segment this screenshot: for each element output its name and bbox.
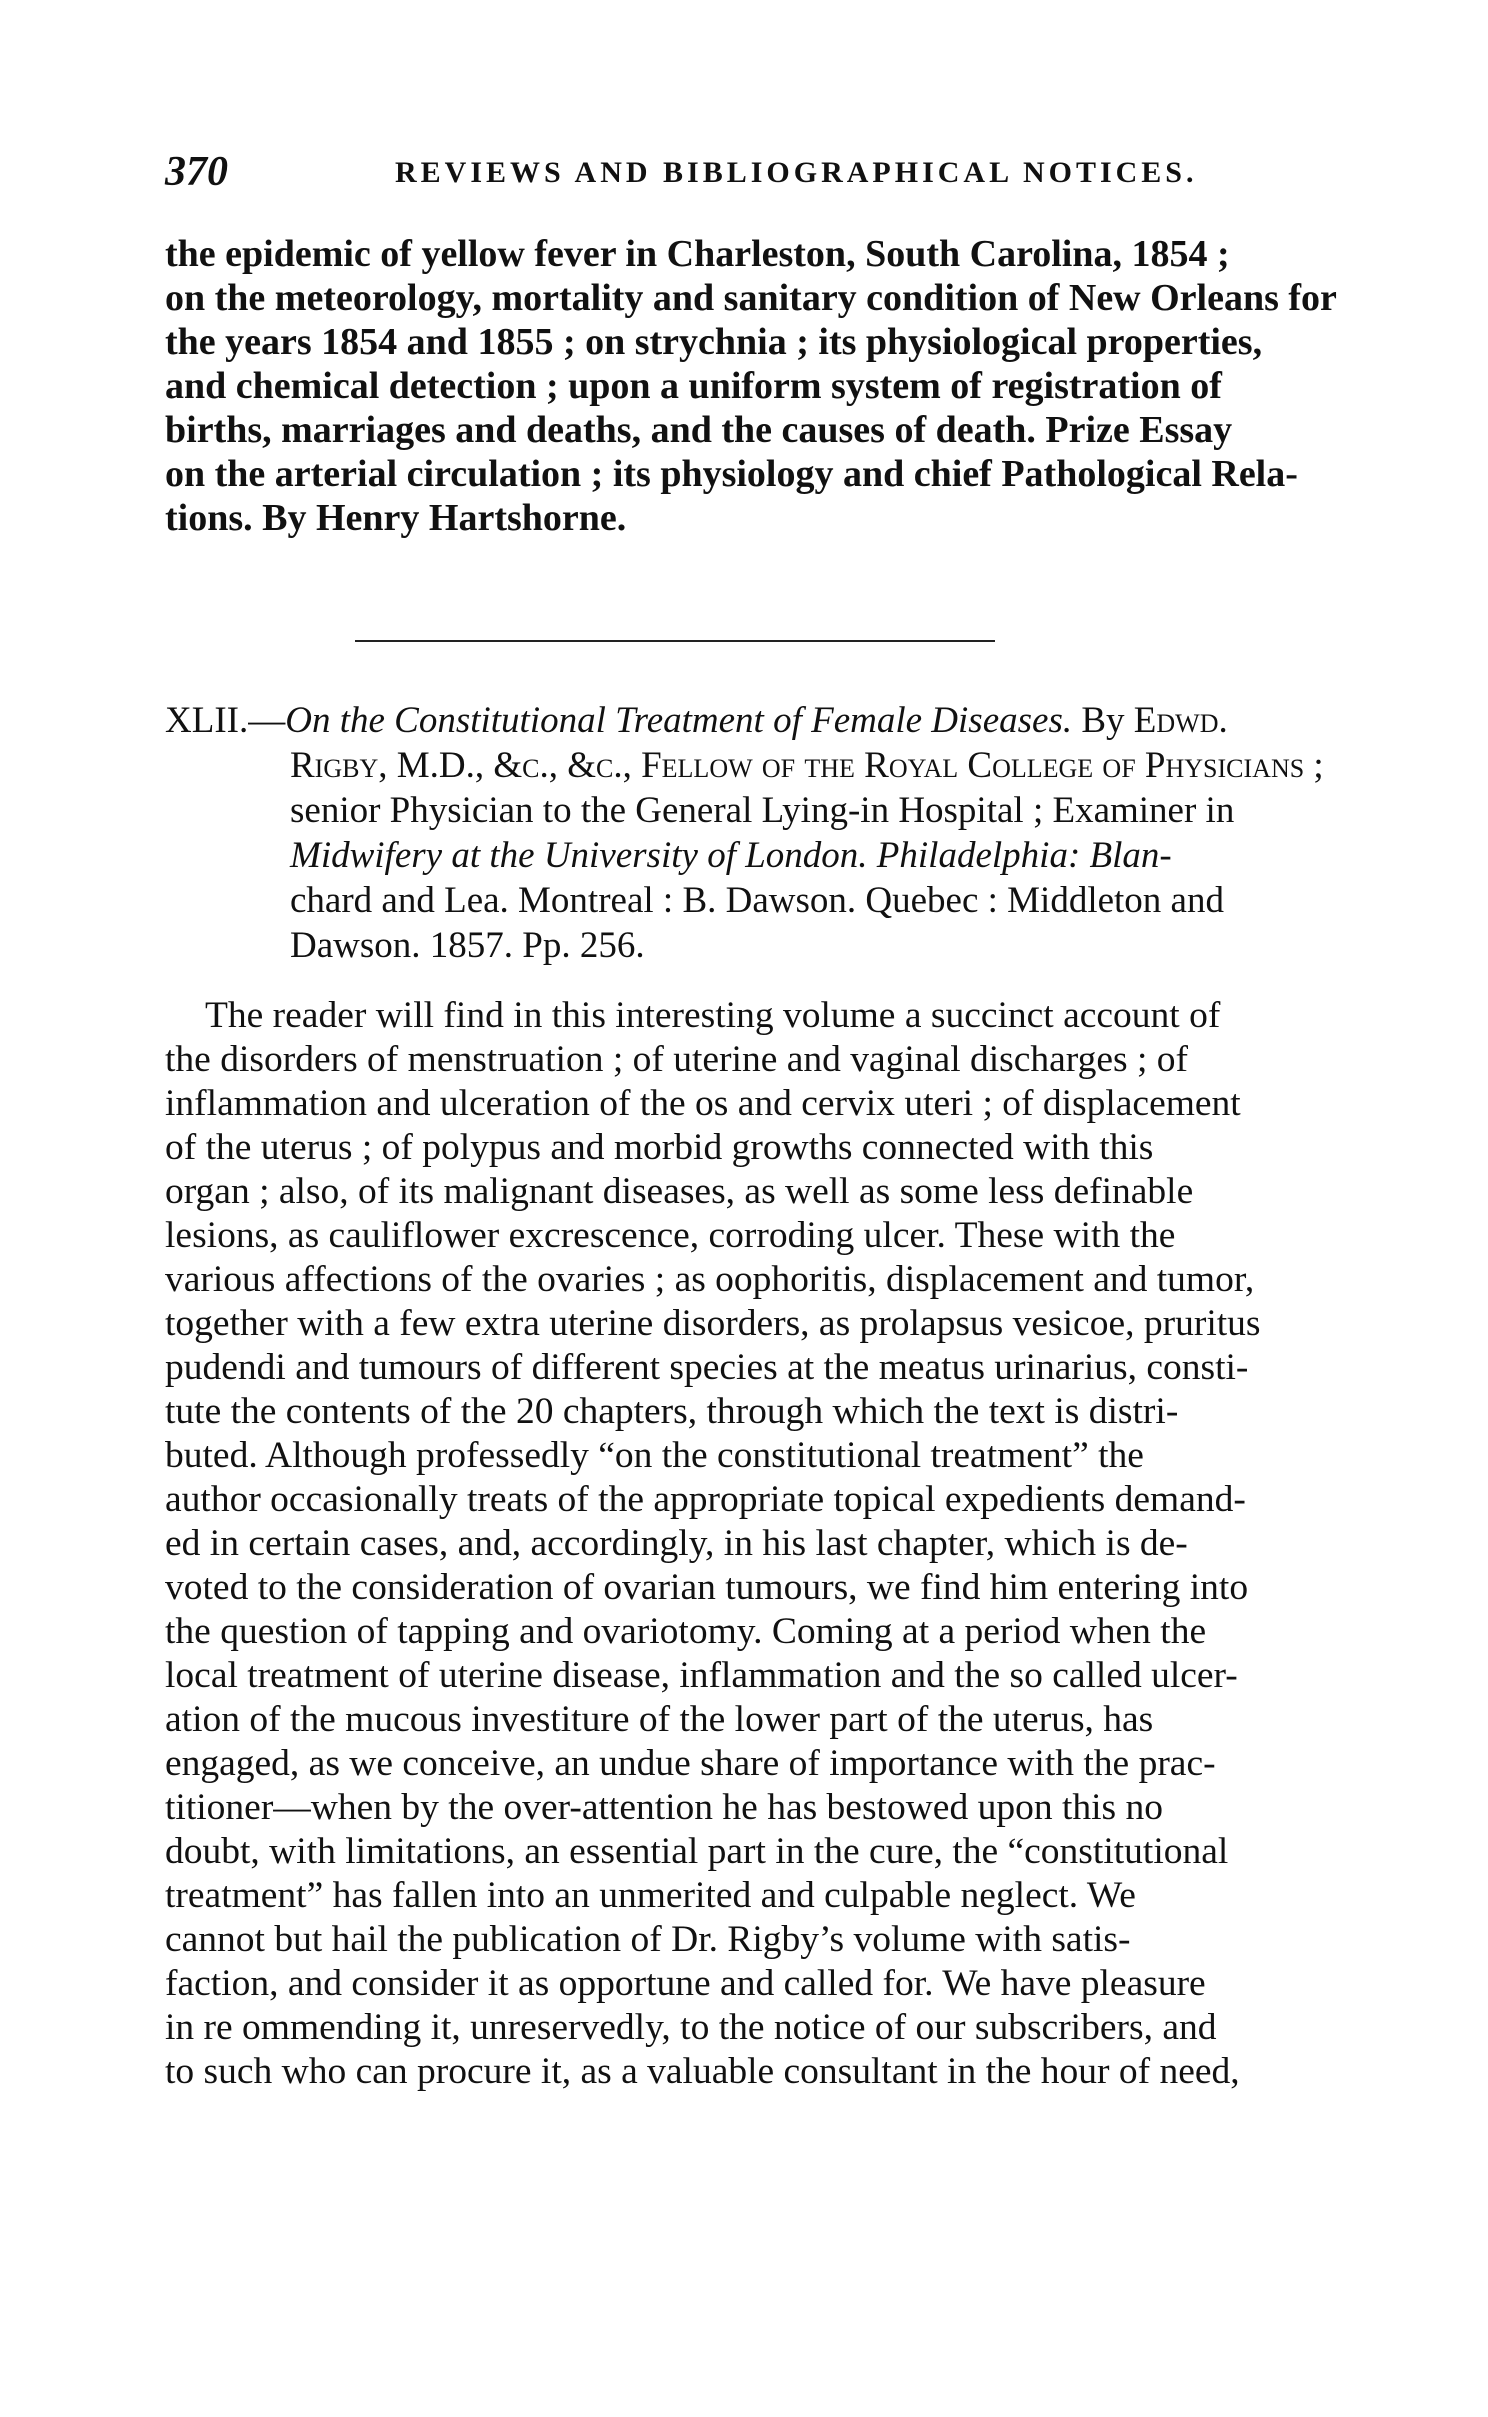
text-line: inflammation and ulceration of the os and cervix uteri ; of displacement (165, 1083, 1241, 1124)
text-line: on the meteorology, mortality and sanitary condition of New Orleans for (165, 277, 1337, 319)
text-line: births, marriages and deaths, and the causes of death. Prize Essay (165, 409, 1233, 451)
review-by: By (1081, 700, 1125, 741)
text-line: together with a few extra uterine disorders, as prolapsus vesicoe, pruritus (165, 1303, 1261, 1344)
text-line: the disorders of menstruation ; of uterine and vaginal discharges ; of (165, 1039, 1188, 1080)
text-line: author occasionally treats of the appropriate topical expedients demand- (165, 1479, 1246, 1520)
bibliographic-line: Rigby, M.D., &c., &c., Fellow of the Royal College of Physicians ; (290, 745, 1324, 786)
page-number: 370 (165, 149, 228, 195)
text-line: the years 1854 and 1855 ; on strychnia ; its physiological properties, (165, 321, 1263, 363)
section-divider (355, 640, 995, 642)
text-line: tions. By Henry Hartshorne. (165, 497, 627, 539)
review-heading (165, 698, 1420, 968)
text-line: ation of the mucous investiture of the lower part of the uterus, has (165, 1699, 1154, 1740)
text-line: buted. Although professedly “on the constitutional treatment” the (165, 1435, 1144, 1476)
review-body (165, 994, 1420, 2094)
text-line: The reader will find in this interesting volume a succinct account of (205, 995, 1221, 1036)
text-line: local treatment of uterine disease, inflammation and the so called ulcer- (165, 1655, 1238, 1696)
text-line: of the uterus ; of polypus and morbid growths connected with this (165, 1127, 1154, 1168)
review-title: On the Constitutional Treatment of Female Diseases. (285, 700, 1073, 741)
text-line: organ ; also, of its malignant diseases, as well as some less definable (165, 1171, 1194, 1212)
review-title-line (165, 698, 1420, 743)
text-line: the epidemic of yellow fever in Charleston, South Carolina, 1854 ; (165, 233, 1230, 275)
text-line: doubt, with limitations, an essential part in the cure, the “constitutional (165, 1831, 1229, 1872)
running-head: REVIEWS AND BIBLIOGRAPHICAL NOTICES. (395, 156, 1198, 189)
text-line: pudendi and tumours of different species at the meatus urinarius, consti- (165, 1347, 1249, 1388)
review-number: XLII. (165, 700, 249, 741)
text-line: voted to the consideration of ovarian tumours, we find him entering into (165, 1567, 1249, 1608)
bibliographic-line: chard and Lea. Montreal : B. Dawson. Quebec : Middleton and (290, 880, 1224, 921)
text-line: engaged, as we conceive, an undue share of importance with the prac- (165, 1743, 1216, 1784)
review-dash: — (248, 700, 286, 741)
text-line: various affections of the ovaries ; as oophoritis, displacement and tumor, (165, 1259, 1255, 1300)
bibliographic-line: Dawson. 1857. Pp. 256. (290, 925, 645, 966)
text-line: titioner—when by the over-attention he has bestowed upon this no (165, 1787, 1163, 1828)
previous-entry-continuation (165, 232, 1420, 540)
text-line: to such who can procure it, as a valuable consultant in the hour of need, (165, 2051, 1240, 2092)
text-line: the question of tapping and ovariotomy. Coming at a period when the (165, 1611, 1207, 1652)
text-line: faction, and consider it as opportune and called for. We have pleasure (165, 1963, 1206, 2004)
review-author-first: Edwd. (1133, 700, 1228, 741)
text-line: on the arterial circulation ; its physiology and chief Pathological Rela- (165, 453, 1298, 495)
bibliographic-line: Midwifery at the University of London. Philadelphia: Blan- (290, 835, 1172, 876)
text-line: lesions, as cauliflower excrescence, corroding ulcer. These with the (165, 1215, 1176, 1256)
text-line: ed in certain cases, and, accordingly, in his last chapter, which is de- (165, 1523, 1188, 1564)
page-header (165, 148, 1420, 208)
text-line: and chemical detection ; upon a uniform system of registration of (165, 365, 1222, 407)
text-line: cannot but hail the publication of Dr. Rigby’s volume with satis- (165, 1919, 1131, 1960)
bibliographic-line: senior Physician to the General Lying-in Hospital ; Examiner in (290, 790, 1235, 831)
text-line: tute the contents of the 20 chapters, through which the text is distri- (165, 1391, 1179, 1432)
text-line: in re ommending it, unreservedly, to the notice of our subscribers, and (165, 2007, 1217, 2048)
text-line: treatment” has fallen into an unmerited and culpable neglect. We (165, 1875, 1136, 1916)
